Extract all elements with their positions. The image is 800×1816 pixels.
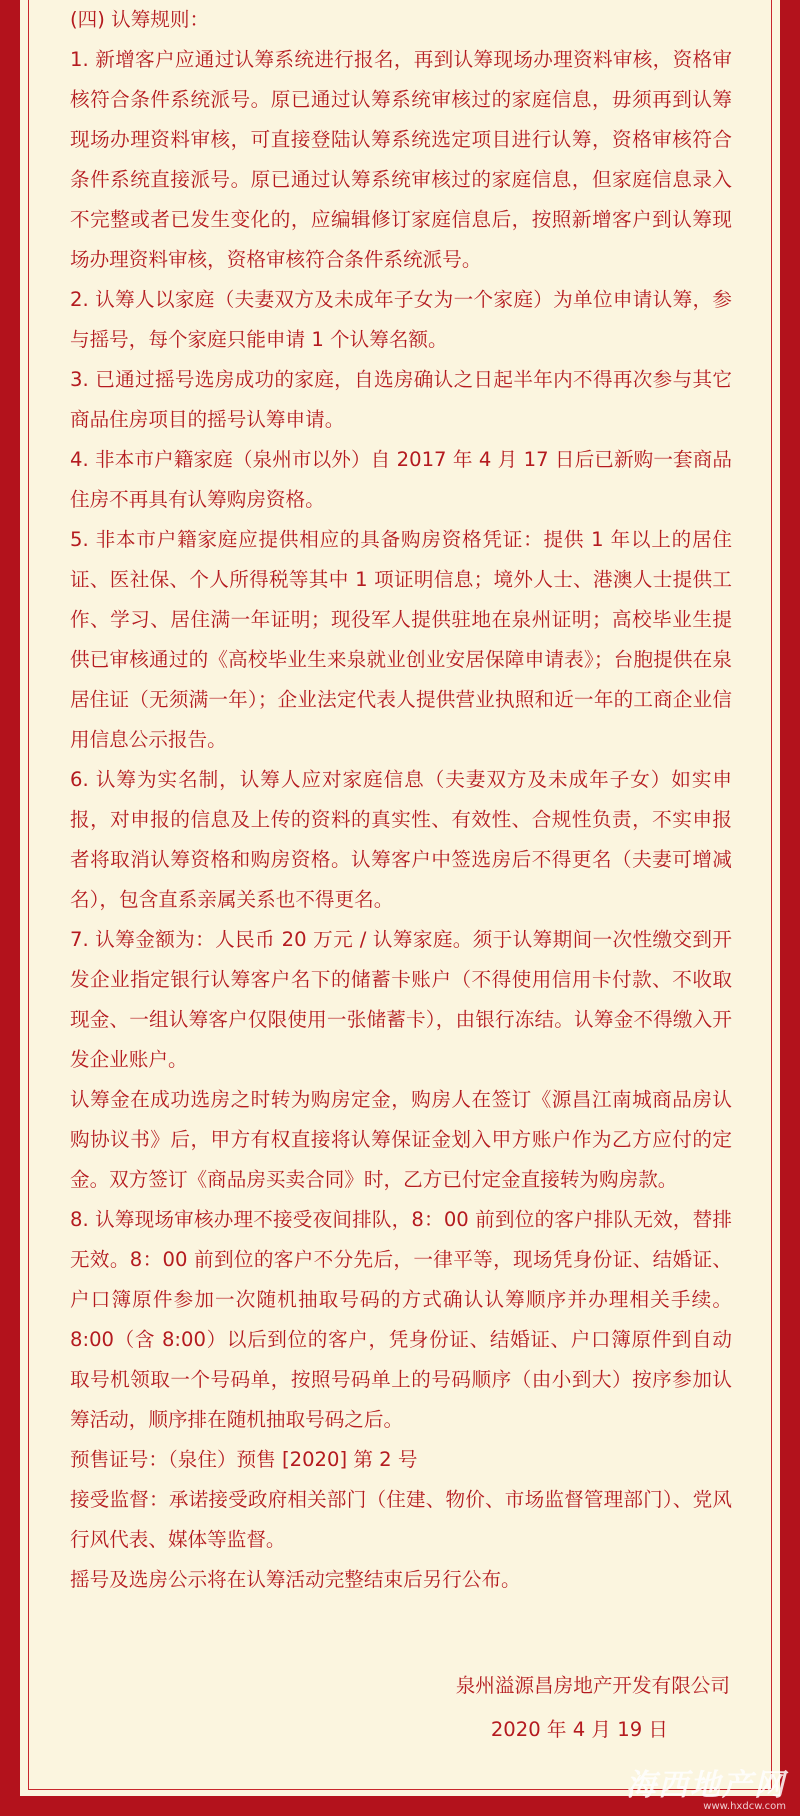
rule-8: 8. 认筹现场审核办理不接受夜间排队，8：00 前到位的客户排队无效，替排无效。8：00 前到位的客户不分先后，一律平等，现场凭身份证、结婚证、户口簿原件参加一次随机抽取号码的方式确认认筹顺序并办理相关手续。8:00（含 8:00）以后到位的客户，凭身份证、结婚证、户口簿原件到自动取号机领取一个号码单，按照号码单上的号码顺序（由小到大）按序参加认筹活动，顺序排在随机抽取号码之后。 [70, 1208, 732, 1431]
rule-4: 4. 非本市户籍家庭（泉州市以外）自 2017 年 4 月 17 日后已新购一套商品住房不再具有认筹购房资格。 [70, 448, 732, 511]
rule-3: 3. 已通过摇号选房成功的家庭，自选房确认之日起半年内不得再次参与其它商品住房项目的摇号认筹申请。 [70, 368, 732, 431]
rule-5: 5. 非本市户籍家庭应提供相应的具备购房资格凭证：提供 1 年以上的居住证、医社保、个人所得税等其中 1 项证明信息；境外人士、港澳人士提供工作、学习、居住满一年证明；现役军人提供驻地在泉州证明；高校毕业生提供已审核通过的《高校毕业生来泉就业创业安居保障申请表》；台胞提供在泉居住证（无须满一年）；企业法定代表人提供营业执照和近一年的工商企业信用信息公示报告。 [70, 528, 732, 751]
supervision-note: 接受监督：承诺接受政府相关部门（住建、物价、市场监督管理部门）、党风行风代表、媒体等监督。 [70, 1488, 732, 1551]
announcement-note: 摇号及选房公示将在认筹活动完整结束后另行公布。 [70, 1568, 521, 1591]
signature-block [70, 1664, 730, 1752]
rule-2: 2. 认筹人以家庭（夫妻双方及未成年子女为一个家庭）为单位申请认筹，参与摇号，每个家庭只能申请 1 个认筹名额。 [70, 288, 732, 351]
rule-6: 6. 认筹为实名制，认筹人应对家庭信息（夫妻双方及未成年子女）如实申报，对申报的信息及上传的资料的真实性、有效性、合规性负责，不实申报者将取消认筹资格和购房资格。认筹客户中签选房后不得更名（夫妻可增减名），包含直系亲属关系也不得更名。 [70, 768, 732, 911]
company-name: 泉州溢源昌房地产开发有限公司 [455, 1674, 730, 1697]
watermark-url: www.hxdcw.com [703, 1801, 786, 1812]
issue-date: 2020 年 4 月 19 日 [490, 1718, 668, 1741]
rule-1: 1. 新增客户应通过认筹系统进行报名，再到认筹现场办理资料审核，资格审核符合条件系统派号。原已通过认筹系统审核过的家庭信息，毋须再到认筹现场办理资料审核，可直接登陆认筹系统选定项目进行认筹，资格审核符合条件系统直接派号。原已通过认筹系统审核过的家庭信息，但家庭信息录入不完整或者已发生变化的，应编辑修订家庭信息后，按照新增客户到认筹现场办理资料审核，资格审核符合条件系统派号。 [70, 48, 732, 271]
section-heading: (四) 认筹规则： [70, 8, 210, 31]
deposit-note: 认筹金在成功选房之时转为购房定金，购房人在签订《源昌江南城商品房认购协议书》后，甲方有权直接将认筹保证金划入甲方账户作为乙方应付的定金。双方签订《商品房买卖合同》时，乙方已付定金直接转为购房款。 [70, 1088, 732, 1191]
rule-7: 7. 认筹金额为：人民币 20 万元 / 认筹家庭。须于认筹期间一次性缴交到开发企业指定银行认筹客户名下的储蓄卡账户（不得使用信用卡付款、不收取现金、一组认筹客户仅限使用一张储蓄卡），由银行冻结。认筹金不得缴入开发企业账户。 [70, 928, 732, 1071]
document-body [70, 0, 732, 1600]
presale-permit: 预售证号：（泉住）预售 [2020] 第 2 号 [70, 1448, 418, 1471]
watermark-logo: 海西地产网 [626, 1768, 786, 1803]
